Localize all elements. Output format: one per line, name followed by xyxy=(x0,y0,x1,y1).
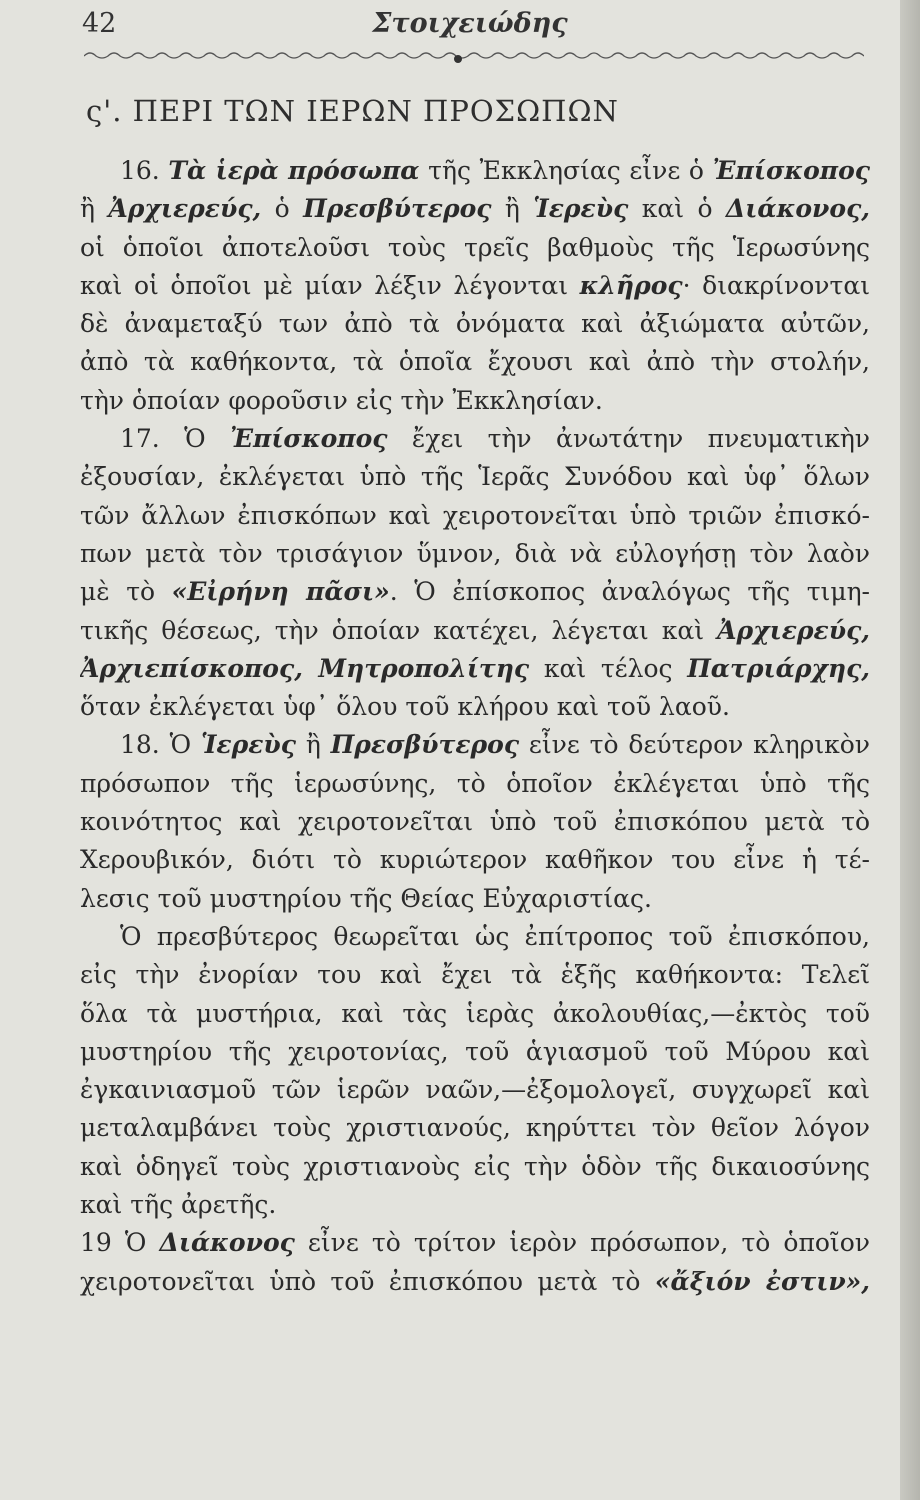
text-line xyxy=(80,650,870,688)
text-run: Χερουβικόν, διότι τὸ κυριώτερον καθῆκον του εἶνε ἡ τέ- xyxy=(80,845,870,875)
section-heading: ς'. ΠΕΡΙ ΤΩΝ ΙΕΡΩΝ ΠΡΟΣΩΠΩΝ xyxy=(86,94,619,128)
bold-term: Ἱερεὺς xyxy=(200,730,296,760)
text-line xyxy=(80,1224,870,1262)
text-run: ἔχει τὴν ἀνωτάτην πνευματικὴν xyxy=(387,424,870,454)
text-line xyxy=(80,573,870,611)
text-line xyxy=(80,535,870,573)
text-line xyxy=(80,1033,870,1071)
text-run: χειροτονεῖται ὑπὸ τοῦ ἐπισκόπου μετὰ τὸ xyxy=(80,1266,655,1296)
text-line xyxy=(80,458,870,496)
text-run: ἐξουσίαν, ἐκλέγεται ὑπὸ τῆς Ἱερᾶς Συνόδου καὶ ὑφ᾽ ὅλων xyxy=(80,462,870,492)
bold-term: Ἱερεὺς xyxy=(533,194,629,224)
text-line xyxy=(80,1263,870,1301)
text-line xyxy=(80,880,870,918)
text-run: μὲ τὸ xyxy=(80,577,172,607)
text-line xyxy=(80,612,870,650)
bold-term: Ἐπίσκοπος xyxy=(230,424,388,454)
text-run: τῆς Ἐκκλησίας εἶνε ὁ xyxy=(419,156,713,185)
page-edge xyxy=(900,0,920,1500)
text-run: τὴν ὁποίαν φοροῦσιν εἰς τὴν Ἐκκλησίαν. xyxy=(80,385,603,415)
page-header xyxy=(80,2,860,42)
text-line xyxy=(80,382,870,420)
bold-term: Ἀρχιερεύς, xyxy=(717,615,870,645)
text-line xyxy=(80,190,870,228)
bold-term: Ἀρχιεπίσκοπος, Μητροπολίτης xyxy=(80,653,530,683)
bold-term: Διάκονος, xyxy=(725,194,870,224)
running-title: Στοιχειώδης xyxy=(372,8,568,39)
bold-term: Ἀρχιερεύς, xyxy=(108,194,262,224)
text-run: ἐγκαινιασμοῦ τῶν ἱερῶν ναῶν,—ἐξομολογεῖ, συγχωρεῖ καὶ xyxy=(80,1075,870,1105)
wavy-rule-ornament xyxy=(84,44,864,66)
text-run: μυστηρίου τῆς χειροτονίας, τοῦ ἁγιασμοῦ τοῦ Μύρου καὶ xyxy=(80,1036,870,1066)
text-run: εἶνε τὸ τρίτον ἱερὸν πρόσωπον, τὸ ὁποῖον xyxy=(294,1228,870,1258)
text-run: Ὁ πρεσβύτερος θεωρεῖται ὡς ἐπίτροπος τοῦ ἐπισκόπου, xyxy=(120,921,870,951)
bold-term: Τὰ ἱερὰ πρόσωπα xyxy=(168,156,420,185)
text-line xyxy=(80,497,870,535)
text-run: καὶ τῆς ἀρετῆς. xyxy=(80,1190,277,1220)
text-line xyxy=(80,229,870,267)
text-line xyxy=(80,803,870,841)
text-line xyxy=(80,1186,870,1224)
text-line xyxy=(80,1109,870,1147)
text-run: 19 Ὁ xyxy=(80,1228,160,1258)
text-run: ἢ xyxy=(491,194,534,224)
text-line xyxy=(80,420,870,458)
text-run: εἶνε τὸ δεύτερον κληρικὸν xyxy=(519,730,870,760)
text-line xyxy=(80,267,870,305)
text-run: καὶ ὁδηγεῖ τοὺς χριστιανοὺς εἰς τὴν ὁδὸν τῆς δικαιοσύνης xyxy=(80,1151,870,1181)
text-run: ὅλα τὰ μυστήρια, καὶ τὰς ἱερὰς ἀκολουθίας,—ἐκτὸς τοῦ xyxy=(80,998,870,1028)
text-line xyxy=(80,918,870,956)
text-run: 17. Ὁ xyxy=(120,424,231,454)
text-line xyxy=(80,688,870,726)
text-run: μεταλαμβάνει τοὺς χριστιανούς, κηρύττει τὸν θεῖον λόγον xyxy=(80,1113,870,1143)
text-line xyxy=(80,343,870,381)
text-run: πρόσωπον τῆς ἱερωσύνης, τὸ ὁποῖον ἐκλέγεται ὑπὸ τῆς xyxy=(80,768,870,798)
text-line xyxy=(80,726,870,764)
text-run: τικῆς θέσεως, τὴν ὁποίαν κατέχει, λέγεται καὶ xyxy=(80,615,718,645)
page-number: 42 xyxy=(82,8,117,39)
bold-term: «ἄξιόν ἐστιν», xyxy=(654,1266,870,1296)
text-run: ὅταν ἐκλέγεται ὑφ᾽ ὅλου τοῦ κλήρου καὶ τοῦ λαοῦ. xyxy=(80,692,730,722)
bold-term: κλῆρος xyxy=(579,270,683,300)
text-line xyxy=(80,1148,870,1186)
text-line xyxy=(80,305,870,343)
text-run: τῶν ἄλλων ἐπισκόπων καὶ χειροτονεῖται ὑπὸ τριῶν ἐπισκό- xyxy=(80,500,870,530)
text-line xyxy=(80,956,870,994)
text-line xyxy=(80,765,870,803)
bold-term: Ἐπίσκοπος xyxy=(712,156,870,185)
text-run: καὶ οἱ ὁποῖοι μὲ μίαν λέξιν λέγονται xyxy=(80,270,580,300)
text-line xyxy=(80,152,870,190)
body-text xyxy=(80,152,870,1301)
text-line xyxy=(80,995,870,1033)
bold-term: Διάκονος xyxy=(159,1228,295,1258)
bold-term: Πρεσβύτερος xyxy=(303,194,492,224)
text-run: καὶ τέλος xyxy=(529,653,688,683)
text-run: 18. Ὁ xyxy=(120,730,201,760)
bold-term: Πατριάρχης, xyxy=(687,653,870,683)
bold-term: «Εἰρήνη πᾶσι» xyxy=(171,577,390,607)
bold-term: Πρεσβύτερος xyxy=(330,730,520,760)
text-line xyxy=(80,1071,870,1109)
text-run: κοινότητος καὶ χειροτονεῖται ὑπὸ τοῦ ἐπισκόπου μετὰ τὸ xyxy=(80,807,870,837)
text-line xyxy=(80,841,870,879)
text-run: οἱ ὁποῖοι ἀποτελοῦσι τοὺς τρεῖς βαθμοὺς τῆς Ἱερωσύνης xyxy=(80,232,870,262)
text-run: καὶ ὁ xyxy=(628,194,726,224)
text-run: ἀπὸ τὰ καθήκοντα, τὰ ὁποῖα ἔχουσι καὶ ἀπὸ τὴν στολήν, xyxy=(80,347,870,377)
text-run: · διακρίνονται xyxy=(682,270,870,300)
text-run: ἢ xyxy=(295,730,331,760)
text-run: 16. xyxy=(120,156,169,185)
text-run: λεσις τοῦ μυστηρίου τῆς Θείας Εὐχαριστίας. xyxy=(80,883,652,913)
text-run: πων μετὰ τὸν τρισάγιον ὕμνον, διὰ νὰ εὐλογήσῃ τὸν λαὸν xyxy=(80,538,870,568)
text-run: δὲ ἀναμεταξύ των ἀπὸ τὰ ὀνόματα καὶ ἀξιώματα αὐτῶν, xyxy=(80,309,870,339)
text-run: εἰς τὴν ἐνορίαν του καὶ ἔχει τὰ ἑξῆς καθήκοντα: Τελεῖ xyxy=(80,960,870,990)
text-run: ἢ xyxy=(80,194,109,224)
text-run: ὁ xyxy=(261,194,304,224)
text-run: . Ὁ ἐπίσκοπος ἀναλόγως τῆς τιμη- xyxy=(389,577,870,607)
